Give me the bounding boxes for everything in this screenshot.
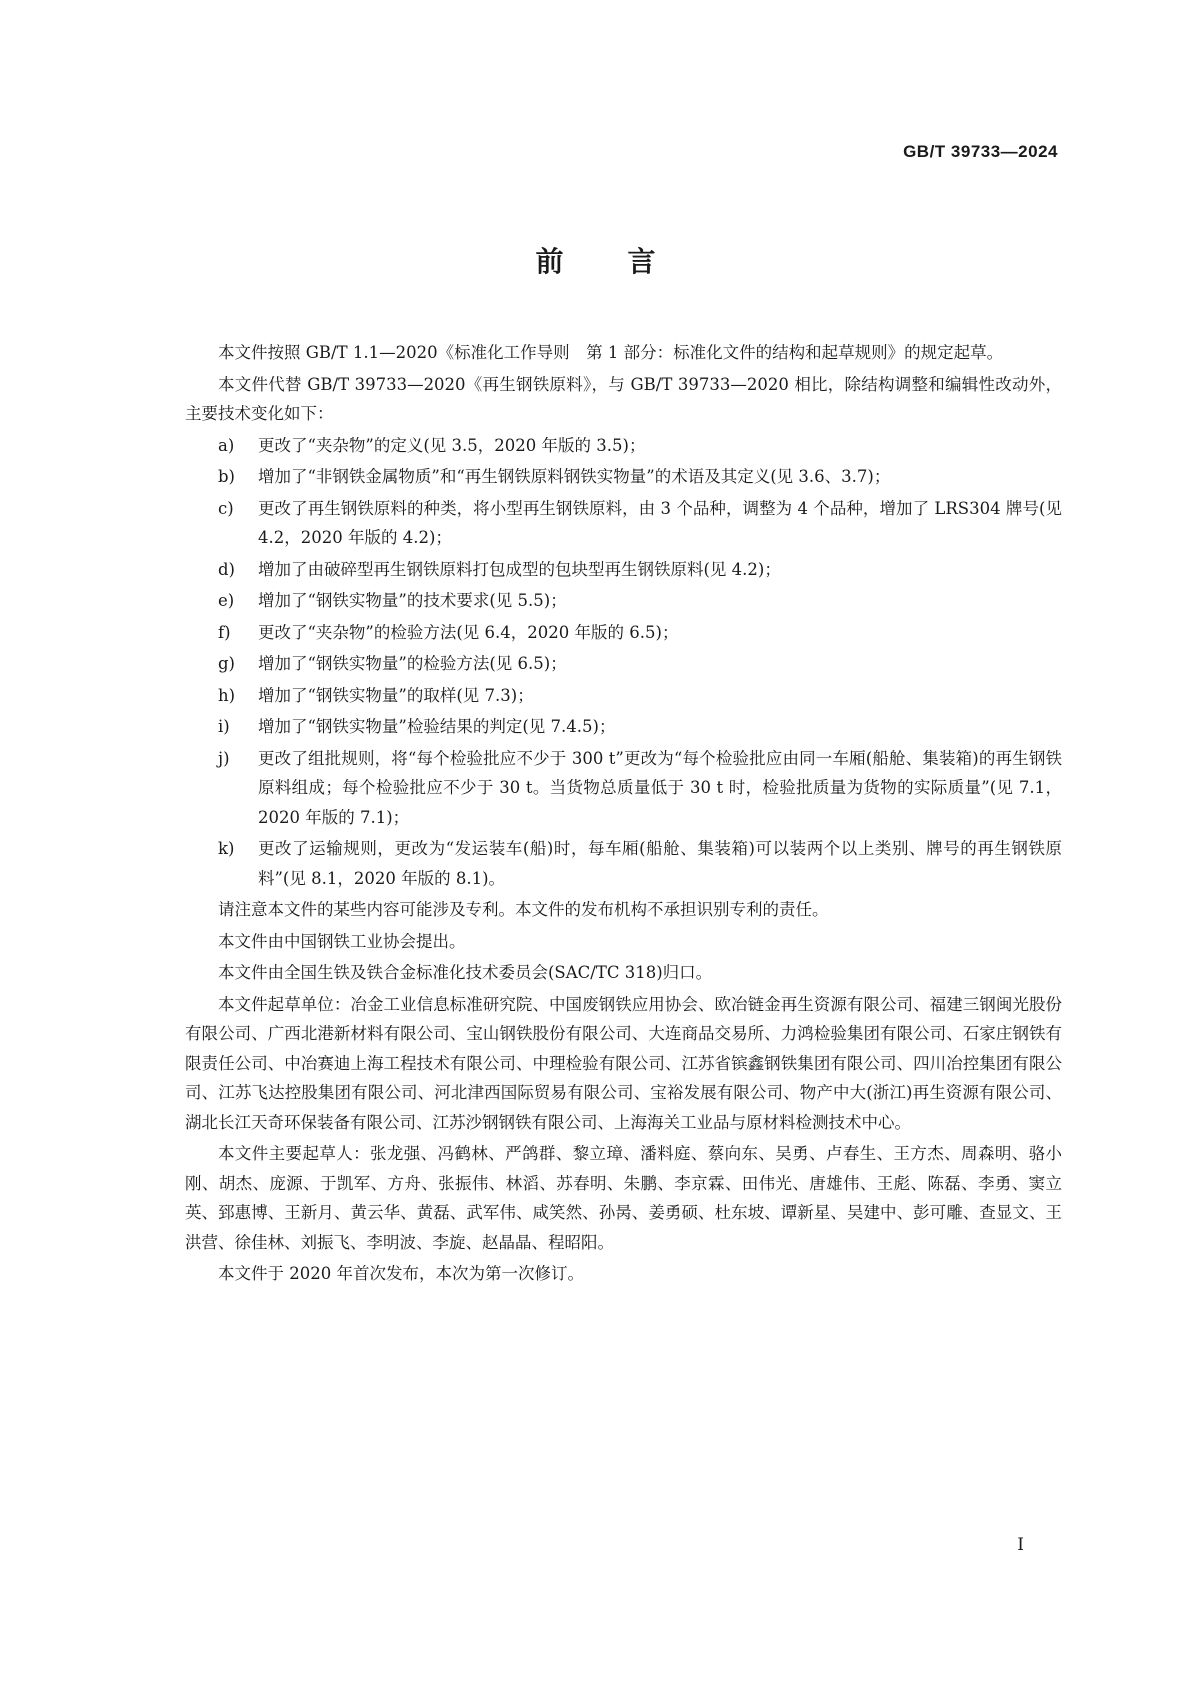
page-title: 前言 bbox=[535, 245, 720, 278]
list-item bbox=[218, 834, 1062, 893]
list-item bbox=[218, 649, 1062, 679]
list-marker: k) bbox=[218, 839, 235, 858]
list-marker: e) bbox=[218, 591, 235, 610]
intro-paragraph: 本文件代替 GB/T 39733—2020《再生钢铁原料》，与 GB/T 39733—2020 相比，除结构调整和编辑性改动外，主要技术变化如下： bbox=[185, 374, 1062, 423]
list-item-text: 增加了“钢铁实物量”检验结果的判定(见 7.4.5)； bbox=[258, 717, 616, 736]
list-marker: i) bbox=[218, 717, 230, 736]
list-item-text: 更改了“夹杂物”的定义(见 3.5，2020 年版的 3.5)； bbox=[258, 435, 646, 455]
revision-history: 本文件于 2020 年首次发布，本次为第一次修订。 bbox=[218, 1264, 584, 1283]
list-marker: h) bbox=[218, 685, 236, 705]
list-item bbox=[218, 712, 1062, 742]
committee-statement: 本文件由全国生铁及铁合金标准化技术委员会(SAC/TC 318)归口。 bbox=[218, 963, 713, 982]
list-item bbox=[218, 555, 1062, 585]
drafting-organizations: 本文件起草单位：冶金工业信息标准研究院、中国废钢铁应用协会、欧冶链金再生资源有限公司、福建三钢闽光股份有限公司、广西北港新材料有限公司、宝山钢铁股份有限公司、大连商品交易所、力鸿检验集团有限公司、石家庄钢铁有限责任公司、中冶赛迪上海工程技术有限公司、中理检验有限公司、江苏省镔鑫钢铁集团有限公司、四川冶控集团有限公司、江苏飞达控股集团有限公司、河北津西国际贸易有限公司、宝裕发展有限公司、物产中大(浙江)再生资源有限公司、湖北长江天奇环保装备有限公司、江苏沙钢钢铁有限公司、上海海关工业品与原材料检测技术中心。 bbox=[185, 994, 1062, 1132]
list-item-text: 更改了“夹杂物”的检验方法(见 6.4，2020 年版的 6.5)； bbox=[258, 622, 679, 642]
standard-code: GB/T 39733—2024 bbox=[903, 142, 1058, 161]
list-item-text: 更改了运输规则，更改为“发运装车(船)时，每车厢(船舱、集装箱)可以装两个以上类别、牌号的再生钢铁原料”(见 8.1，2020 年版的 8.1)。 bbox=[258, 839, 1062, 888]
list-marker: f) bbox=[218, 622, 231, 642]
list-item bbox=[218, 618, 1062, 648]
list-marker: g) bbox=[218, 654, 235, 673]
list-marker: c) bbox=[218, 498, 234, 518]
foreword-body bbox=[185, 338, 1062, 1291]
list-item bbox=[218, 744, 1062, 833]
list-item bbox=[218, 431, 1062, 461]
list-item-text: 增加了“钢铁实物量”的检验方法(见 6.5)； bbox=[258, 654, 567, 673]
patent-notice: 请注意本文件的某些内容可能涉及专利。本文件的发布机构不承担识别专利的责任。 bbox=[218, 900, 829, 919]
list-item-text: 增加了“非钢铁金属物质”和“再生钢铁原料钢铁实物量”的术语及其定义(见 3.6、3.7)； bbox=[258, 467, 891, 486]
list-marker: b) bbox=[218, 467, 235, 486]
list-item-text: 更改了组批规则，将“每个检验批应不少于 300 t”更改为“每个检验批应由同一车厢(船舱、集装箱)的再生钢铁原料组成；每个检验批应不少于 30 t。当货物总质量低于 30 t 时，检验批质量为货物的实际质量”(见 7.1，2020 年版的 7.1)； bbox=[258, 748, 1062, 827]
proposer-statement: 本文件由中国钢铁工业协会提出。 bbox=[218, 931, 466, 951]
list-item-text: 增加了“钢铁实物量”的取样(见 7.3)； bbox=[258, 685, 534, 705]
intro-paragraph: 本文件按照 GB/T 1.1—2020《标准化工作导则 第 1 部分：标准化文件的结构和起草规则》的规定起草。 bbox=[218, 343, 1004, 362]
list-marker: a) bbox=[218, 435, 235, 455]
list-marker: j) bbox=[218, 748, 230, 768]
list-marker: d) bbox=[218, 559, 235, 579]
list-item bbox=[218, 494, 1062, 553]
list-item-text: 增加了“钢铁实物量”的技术要求(见 5.5)； bbox=[258, 591, 567, 610]
list-item bbox=[218, 681, 1062, 711]
list-item-text: 更改了再生钢铁原料的种类，将小型再生钢铁原料，由 3 个品种，调整为 4 个品种，增加了 LRS304 牌号(见 4.2，2020 年版的 4.2)； bbox=[258, 498, 1062, 547]
list-item-text: 增加了由破碎型再生钢铁原料打包成型的包块型再生钢铁原料(见 4.2)； bbox=[258, 559, 781, 579]
list-item bbox=[218, 586, 1062, 616]
list-item bbox=[218, 462, 1062, 492]
page-number: I bbox=[1017, 1535, 1024, 1555]
changes-list bbox=[185, 431, 1062, 894]
drafters: 本文件主要起草人：张龙强、冯鹤林、严鸽群、黎立璋、潘料庭、蔡向东、吴勇、卢春生、王方杰、周森明、骆小刚、胡杰、庞源、于凯军、方舟、张振伟、林滔、苏春明、朱鹏、李京霖、田伟光、唐雄伟、王彪、陈磊、李勇、窦立英、郅惠博、王新月、黄云华、黄磊、武军伟、咸笑然、孙昺、姜勇硕、杜东坡、谭新星、吴建中、彭可雕、查显文、王洪营、徐佳林、刘振飞、李明波、李旋、赵晶晶、程昭阳。 bbox=[185, 1144, 1062, 1252]
